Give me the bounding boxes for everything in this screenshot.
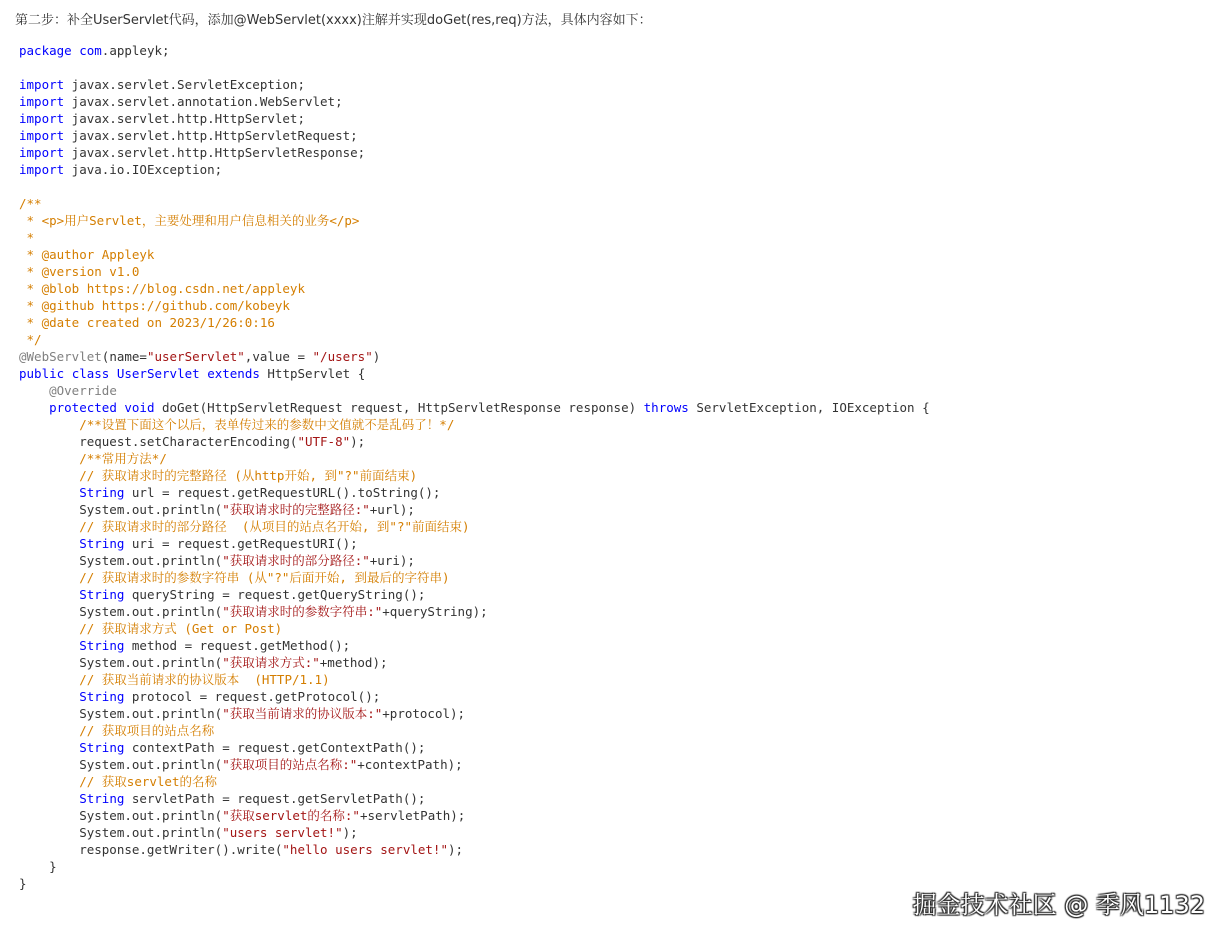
code-token: // 获取请求时的参数字符串 (从"?"后面开始, 到最后的字符串) xyxy=(79,570,450,585)
code-token: +uri); xyxy=(369,553,415,568)
code-token: // 获取请求方式 (Get or Post) xyxy=(79,621,283,636)
code-token: throws xyxy=(643,400,689,415)
code-token: doGet(HttpServletRequest request, HttpServletResponse response) xyxy=(154,400,644,415)
code-token: // 获取请求时的部分路径 (从项目的站点名开始, 到"?"前面结束) xyxy=(79,519,470,534)
code-token: "/users" xyxy=(312,349,373,364)
code-token: url = request.getRequestURL().toString(); xyxy=(124,485,441,500)
code-token: "获取当前请求的协议版本:" xyxy=(222,706,383,721)
code-token xyxy=(19,536,79,551)
code-token: import xyxy=(19,162,65,177)
code-token: System.out.println( xyxy=(19,757,223,772)
code-token: "hello users servlet!" xyxy=(282,842,448,857)
code-token: javax.servlet.http.HttpServlet; xyxy=(64,111,305,126)
code-token: } xyxy=(19,876,27,891)
code-line xyxy=(19,722,1209,739)
code-line xyxy=(19,212,1209,229)
code-token: // 获取servlet的名称 xyxy=(79,774,217,789)
code-line xyxy=(19,654,1209,671)
code-token: contextPath = request.getContextPath(); xyxy=(124,740,426,755)
code-line xyxy=(19,59,1209,76)
code-line xyxy=(19,127,1209,144)
code-line xyxy=(19,348,1209,365)
code-token: "获取项目的站点名称:" xyxy=(222,757,358,772)
code-line xyxy=(19,416,1209,433)
code-token: javax.servlet.http.HttpServletRequest; xyxy=(64,128,358,143)
code-line xyxy=(19,229,1209,246)
code-token xyxy=(19,468,79,483)
code-line xyxy=(19,450,1209,467)
code-token: /**设置下面这个以后，表单传过来的参数中文值就不是乱码了！*/ xyxy=(79,417,455,432)
code-token xyxy=(19,485,79,500)
code-line xyxy=(19,858,1209,875)
code-token xyxy=(19,451,79,466)
code-line xyxy=(19,756,1209,773)
code-token: +queryString); xyxy=(382,604,488,619)
code-token: @WebServlet xyxy=(19,349,102,364)
code-line xyxy=(19,382,1209,399)
code-line xyxy=(19,433,1209,450)
code-token: HttpServlet { xyxy=(259,366,366,381)
code-line xyxy=(19,518,1209,535)
code-line xyxy=(19,195,1209,212)
code-token: (name= xyxy=(101,349,147,364)
code-token: servletPath = request.getServletPath(); xyxy=(124,791,426,806)
code-token: UserServlet xyxy=(116,366,200,381)
code-line xyxy=(19,331,1209,348)
code-token: "UTF-8" xyxy=(297,434,351,449)
code-token: System.out.println( xyxy=(19,655,223,670)
code-token: +servletPath); xyxy=(359,808,466,823)
code-line xyxy=(19,688,1209,705)
code-token: * @version v1.0 xyxy=(19,264,140,279)
code-token: class xyxy=(71,366,110,381)
code-token: * @author Appleyk xyxy=(19,247,155,262)
code-token: +url); xyxy=(369,502,415,517)
code-token: System.out.println( xyxy=(19,808,223,823)
code-line xyxy=(19,603,1209,620)
code-token: String xyxy=(79,740,125,755)
code-token: import xyxy=(19,111,65,126)
code-line xyxy=(19,42,1209,59)
code-token: import xyxy=(19,77,65,92)
watermark: 掘金技术社区 @ 季风1132 xyxy=(912,891,1205,919)
code-line xyxy=(19,161,1209,178)
code-token: protocol = request.getProtocol(); xyxy=(124,689,381,704)
code-token: method = request.getMethod(); xyxy=(124,638,351,653)
code-token xyxy=(19,638,79,653)
code-token: } xyxy=(19,859,57,874)
code-line xyxy=(19,76,1209,93)
code-line xyxy=(19,569,1209,586)
code-token: response.getWriter().write( xyxy=(19,842,283,857)
code-line xyxy=(19,144,1209,161)
code-token: "获取请求方式:" xyxy=(222,655,320,670)
code-token: import xyxy=(19,128,65,143)
code-token: queryString = request.getQueryString(); xyxy=(124,587,426,602)
code-token: import xyxy=(19,145,65,160)
code-line xyxy=(19,790,1209,807)
code-token xyxy=(19,587,79,602)
code-token xyxy=(19,570,79,585)
code-line xyxy=(19,365,1209,382)
code-token: // 获取当前请求的协议版本 (HTTP/1.1) xyxy=(79,672,330,687)
code-token xyxy=(19,689,79,704)
code-token: "获取请求时的部分路径:" xyxy=(222,553,370,568)
code-token: uri = request.getRequestURI(); xyxy=(124,536,358,551)
code-line xyxy=(19,620,1209,637)
code-token: import xyxy=(19,94,65,109)
code-token: * xyxy=(19,230,35,245)
code-token: String xyxy=(79,689,125,704)
code-line xyxy=(19,246,1209,263)
code-line xyxy=(19,807,1209,824)
code-token: ,value = xyxy=(244,349,313,364)
code-token xyxy=(64,366,72,381)
code-token xyxy=(19,723,79,738)
code-token: String xyxy=(79,638,125,653)
code-token: */ xyxy=(19,332,42,347)
code-token xyxy=(19,400,49,415)
code-token: * @github https://github.com/kobeyk xyxy=(19,298,290,313)
code-token xyxy=(19,774,79,789)
code-token xyxy=(19,740,79,755)
code-token: String xyxy=(79,587,125,602)
code-token: // 获取请求时的完整路径 (从http开始, 到"?"前面结束) xyxy=(79,468,418,483)
code-token xyxy=(19,621,79,636)
code-line xyxy=(19,637,1209,654)
code-line xyxy=(19,484,1209,501)
code-line xyxy=(19,773,1209,790)
code-block xyxy=(19,42,1209,892)
code-line xyxy=(19,705,1209,722)
code-token: * @blob https://blog.csdn.net/appleyk xyxy=(19,281,305,296)
code-token: /**常用方法*/ xyxy=(79,451,167,466)
intro-text: 第二步：补全UserServlet代码，添加@WebServlet(xxxx)注解并实现doGet(res,req)方法，具体内容如下： xyxy=(15,13,652,28)
code-token: ServletException, IOException { xyxy=(688,400,930,415)
code-token: System.out.println( xyxy=(19,502,223,517)
code-token: java.io.IOException; xyxy=(64,162,223,177)
code-line xyxy=(19,280,1209,297)
code-token xyxy=(19,519,79,534)
code-line xyxy=(19,297,1209,314)
code-token: "userServlet" xyxy=(146,349,245,364)
code-token: System.out.println( xyxy=(19,706,223,721)
code-line xyxy=(19,399,1209,416)
code-token: package xyxy=(19,43,72,58)
code-token: javax.servlet.ServletException; xyxy=(64,77,305,92)
code-token: * @date created on 2023/1/26:0:16 xyxy=(19,315,275,330)
code-line xyxy=(19,841,1209,858)
code-token: extends xyxy=(207,366,260,381)
code-token xyxy=(19,791,79,806)
code-token: /** xyxy=(19,196,42,211)
code-line xyxy=(19,671,1209,688)
code-token: System.out.println( xyxy=(19,604,223,619)
code-line xyxy=(19,263,1209,280)
code-token: "获取请求时的参数字符串:" xyxy=(222,604,383,619)
code-token xyxy=(19,672,79,687)
code-token: String xyxy=(79,791,125,806)
code-line xyxy=(19,739,1209,756)
code-token: // 获取项目的站点名称 xyxy=(79,723,215,738)
code-token: String xyxy=(79,536,125,551)
code-token: ); xyxy=(350,434,366,449)
code-token: com xyxy=(79,43,102,58)
code-token: ) xyxy=(372,349,381,364)
code-token xyxy=(109,366,117,381)
code-token: ); xyxy=(447,842,464,857)
code-line xyxy=(19,178,1209,195)
code-line xyxy=(19,824,1209,841)
code-token: System.out.println( xyxy=(19,825,223,840)
code-token: +protocol); xyxy=(382,706,466,721)
code-token: System.out.println( xyxy=(19,553,223,568)
code-token: request.setCharacterEncoding( xyxy=(19,434,298,449)
code-line xyxy=(19,110,1209,127)
code-token: String xyxy=(79,485,125,500)
code-token: "获取servlet的名称:" xyxy=(222,808,360,823)
code-line xyxy=(19,93,1209,110)
code-token: javax.servlet.annotation.WebServlet; xyxy=(64,94,343,109)
code-line xyxy=(19,586,1209,603)
code-line xyxy=(19,535,1209,552)
code-token: protected xyxy=(49,400,117,415)
code-token: javax.servlet.http.HttpServletResponse; xyxy=(64,145,366,160)
code-line xyxy=(19,501,1209,518)
code-token: public xyxy=(19,366,65,381)
code-token: "users servlet!" xyxy=(222,825,343,840)
code-token: "获取请求时的完整路径:" xyxy=(222,502,370,517)
code-token xyxy=(19,417,79,432)
code-token: +contextPath); xyxy=(357,757,463,772)
code-token: ); xyxy=(342,825,358,840)
code-token: @Override xyxy=(49,383,117,398)
code-token: * <p>用户Servlet，主要处理和用户信息相关的业务</p> xyxy=(19,213,360,228)
code-token: +method); xyxy=(319,655,388,670)
code-token: void xyxy=(124,400,155,415)
code-line xyxy=(19,314,1209,331)
code-token: .appleyk; xyxy=(101,43,170,58)
code-line xyxy=(19,467,1209,484)
code-token xyxy=(19,383,49,398)
code-line xyxy=(19,552,1209,569)
